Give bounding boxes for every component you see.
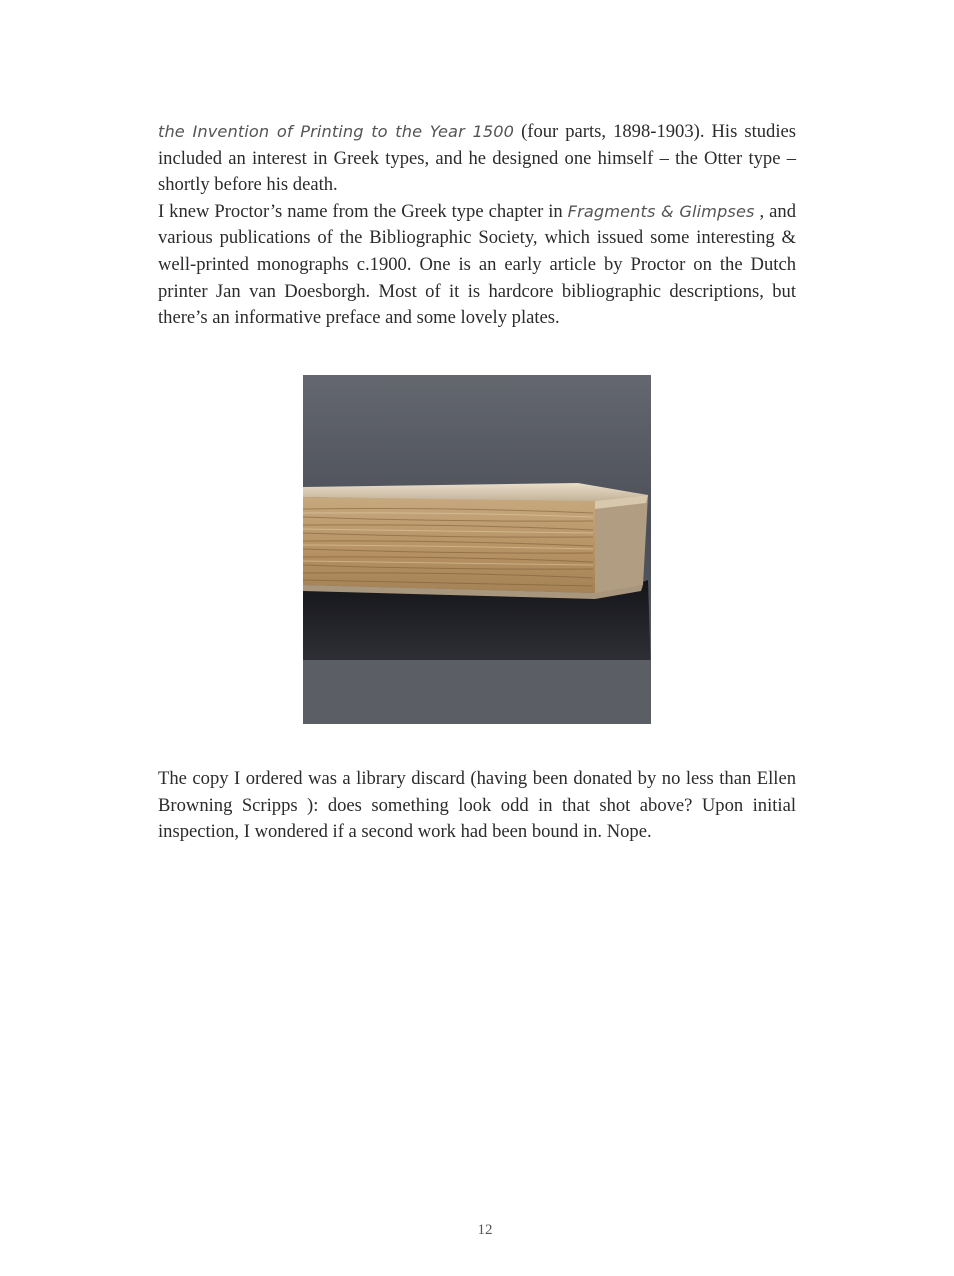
- book-title-invention-of-printing: the Invention of Printing to the Year 1500: [158, 122, 515, 141]
- paragraph-library-discard: The copy I ordered was a library discard (having been donated by no less than Ellen Browning Scripps ): does something look odd in that shot above? Upon initial inspection, I wondered if a second work had been bound in. Nope.: [158, 768, 796, 843]
- book-title-fragments-glimpses: Fragments & Glimpses: [567, 201, 755, 221]
- body-text-bottom: [158, 766, 796, 846]
- body-text-top: [158, 119, 796, 332]
- paragraph-proctor-name: [158, 199, 796, 332]
- book-edge-photo: [303, 375, 651, 724]
- paragraph-text: (four parts, 1898-1903). His studies included an interest in Greek types, and he designed one himself – the Otter type – shortly before his death.: [158, 121, 796, 196]
- page-number: 12: [477, 1222, 493, 1238]
- paragraph-text: , and various publications of the Bibliographic Society, which issued some interesting & well-printed monographs c.1900. One is an early article by Proctor on the Dutch printer Jan van Doesborgh. Most of it is hardcore bibliographic descriptions, but there’s an informative preface and some lovely plates.: [158, 200, 796, 329]
- paragraph-proctor-studies: [158, 119, 796, 199]
- paragraph-text: I knew Proctor’s name from the Greek type chapter in: [158, 200, 568, 222]
